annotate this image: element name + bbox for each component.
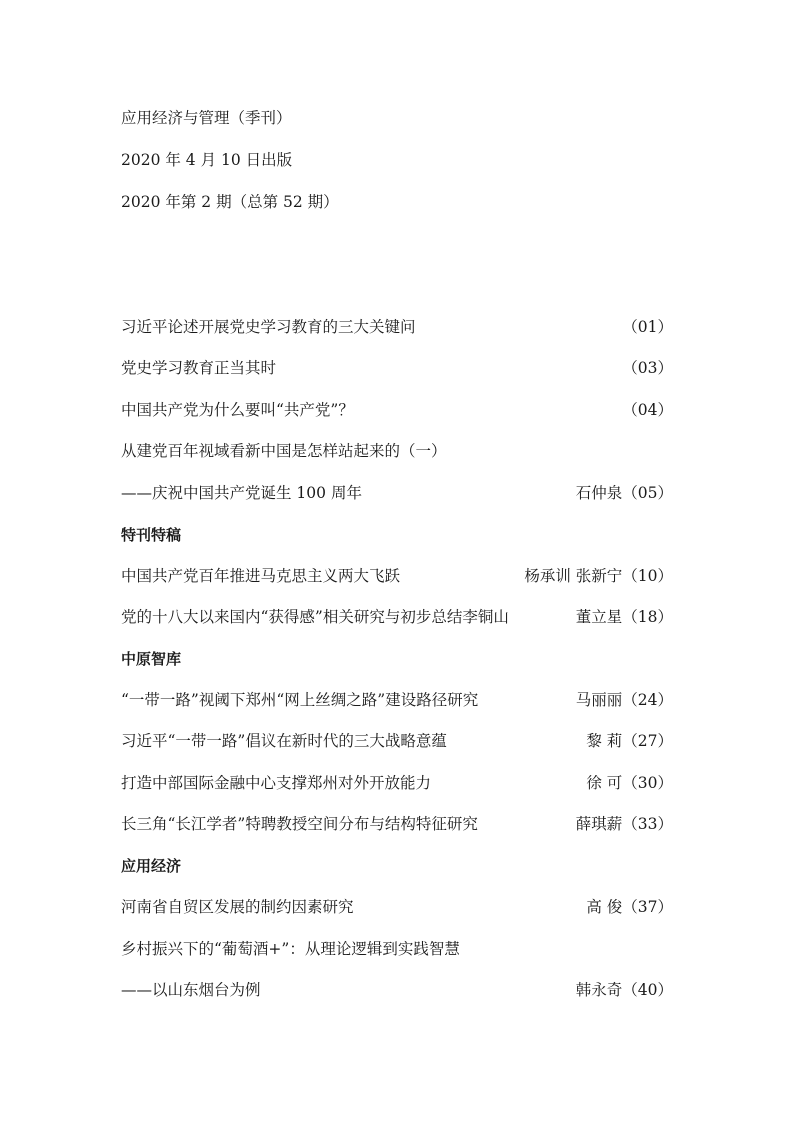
toc-title[interactable]: 打造中部国际金融中心支撑郑州对外开放能力 <box>121 774 432 792</box>
toc-author-page: 黎 莉（27） <box>586 732 673 750</box>
toc-author-page: 徐 可（30） <box>586 774 673 792</box>
toc-title[interactable]: 习近平“一带一路”倡议在新时代的三大战略意蕴 <box>121 732 447 750</box>
publish-date: 2020 年 4 月 10 日出版 <box>121 151 293 169</box>
toc-author-page: 石仲泉（05） <box>575 484 673 502</box>
issue-number: 2020 年第 2 期（总第 52 期） <box>121 193 339 211</box>
toc-title[interactable]: 河南省自贸区发展的制约因素研究 <box>121 898 354 916</box>
journal-name: 应用经济与管理（季刊） <box>121 109 292 127</box>
toc-title[interactable]: 乡村振兴下的“葡萄酒+”：从理论逻辑到实践智慧 <box>121 940 460 958</box>
toc-author-page: 马丽丽（24） <box>575 691 673 709</box>
toc-author-page: （01） <box>622 318 673 336</box>
toc-author-page: （04） <box>622 401 673 419</box>
toc-author-page: 韩永奇（40） <box>575 981 673 999</box>
toc-author-page: 董立星（18） <box>575 608 673 626</box>
toc-author-page: 薛琪薪（33） <box>575 815 673 833</box>
toc-title[interactable]: 中国共产党百年推进马克思主义两大飞跃 <box>121 567 401 585</box>
toc-title[interactable]: 从建党百年视域看新中国是怎样站起来的（一） <box>121 442 447 460</box>
section-heading: 中原智库 <box>121 650 182 668</box>
toc-title[interactable]: 习近平论述开展党史学习教育的三大关键问 <box>121 318 416 336</box>
toc-title[interactable]: 中国共产党为什么要叫“共产党”？ <box>121 401 354 419</box>
toc-subtitle: ——以山东烟台为例 <box>121 981 261 999</box>
section-heading: 应用经济 <box>121 857 182 875</box>
toc-author-page: （03） <box>622 359 673 377</box>
toc-author-page: 杨承训 张新宁（10） <box>524 567 673 585</box>
toc-title[interactable]: “一带一路”视阈下郑州“网上丝绸之路”建设路径研究 <box>121 691 479 709</box>
toc-subtitle: ——庆祝中国共产党诞生 100 周年 <box>121 484 362 502</box>
toc-title[interactable]: 党的十八大以来国内“获得感”相关研究与初步总结李铜山 <box>121 608 509 626</box>
toc-author-page: 高 俊（37） <box>586 898 673 916</box>
toc-title[interactable]: 长三角“长江学者”特聘教授空间分布与结构特征研究 <box>121 815 478 833</box>
section-heading: 特刊特稿 <box>121 526 182 544</box>
toc-title[interactable]: 党史学习教育正当其时 <box>121 359 277 377</box>
